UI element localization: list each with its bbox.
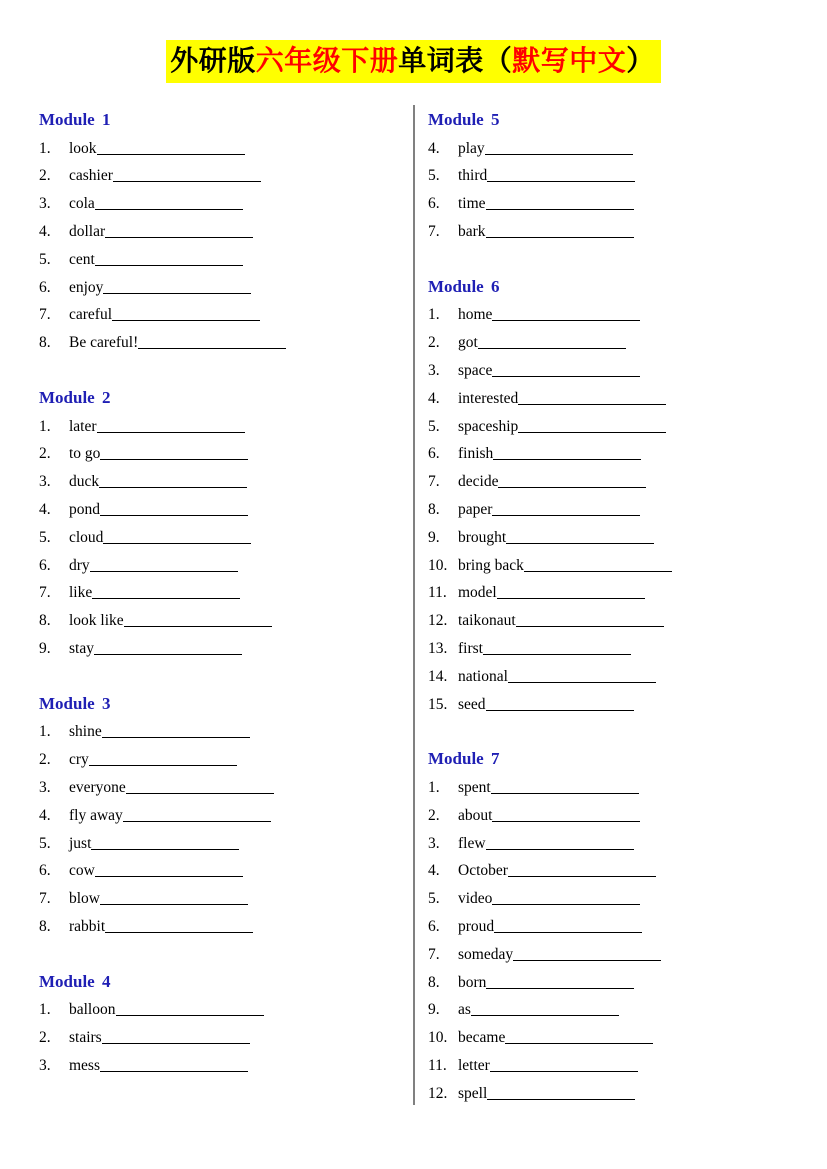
vocab-item bbox=[428, 995, 788, 1023]
item-number: 7. bbox=[39, 306, 51, 324]
answer-blank[interactable] bbox=[91, 849, 239, 850]
right-column bbox=[428, 105, 788, 1133]
answer-blank[interactable] bbox=[94, 654, 242, 655]
english-word: October bbox=[458, 862, 508, 880]
module-section bbox=[39, 383, 399, 661]
item-number: 2. bbox=[39, 1029, 51, 1047]
answer-blank[interactable] bbox=[493, 459, 641, 460]
english-word: cry bbox=[69, 751, 89, 769]
vocab-item bbox=[39, 411, 399, 439]
answer-blank[interactable] bbox=[113, 181, 261, 182]
answer-blank[interactable] bbox=[524, 571, 672, 572]
item-number: 7. bbox=[428, 945, 440, 963]
english-word: spent bbox=[458, 778, 491, 796]
english-word: play bbox=[458, 139, 485, 157]
english-word: enjoy bbox=[69, 278, 104, 296]
english-word: letter bbox=[458, 1056, 490, 1074]
vocab-item bbox=[39, 744, 399, 772]
vocab-item bbox=[428, 939, 788, 967]
answer-blank[interactable] bbox=[483, 654, 631, 655]
vocab-item bbox=[428, 188, 788, 216]
english-word: interested bbox=[458, 389, 519, 407]
vocab-item bbox=[39, 828, 399, 856]
vocab-item bbox=[428, 494, 788, 522]
title-part-publisher: 外研版 bbox=[170, 44, 256, 77]
column-divider bbox=[413, 105, 415, 1105]
answer-blank[interactable] bbox=[487, 181, 635, 182]
answer-blank[interactable] bbox=[123, 821, 271, 822]
answer-blank[interactable] bbox=[102, 737, 250, 738]
item-number: 10. bbox=[428, 556, 448, 574]
english-word: finish bbox=[458, 445, 494, 463]
english-word: about bbox=[458, 806, 493, 824]
vocab-item bbox=[39, 327, 399, 355]
answer-blank[interactable] bbox=[518, 432, 666, 433]
vocab-item bbox=[39, 550, 399, 578]
english-word: rabbit bbox=[69, 917, 106, 935]
item-number: 5. bbox=[39, 834, 51, 852]
answer-blank[interactable] bbox=[92, 598, 240, 599]
answer-blank[interactable] bbox=[486, 849, 634, 850]
answer-blank[interactable] bbox=[100, 1071, 248, 1072]
english-word: got bbox=[458, 334, 478, 352]
item-number: 8. bbox=[39, 612, 51, 630]
vocab-item bbox=[428, 522, 788, 550]
title-part-instruction: 默写中文 bbox=[512, 44, 627, 77]
answer-blank[interactable] bbox=[506, 543, 654, 544]
english-word: time bbox=[458, 195, 486, 213]
english-word: flew bbox=[458, 834, 486, 852]
vocab-item bbox=[39, 605, 399, 633]
item-number: 4. bbox=[39, 222, 51, 240]
answer-blank[interactable] bbox=[97, 432, 245, 433]
english-word: decide bbox=[458, 473, 499, 491]
english-word: bring back bbox=[458, 556, 524, 574]
item-number: 9. bbox=[39, 639, 51, 657]
answer-blank[interactable] bbox=[508, 682, 656, 683]
answer-blank[interactable] bbox=[124, 626, 272, 627]
answer-blank[interactable] bbox=[100, 459, 248, 460]
item-number: 6. bbox=[39, 278, 51, 296]
vocab-item bbox=[428, 411, 788, 439]
vocab-item bbox=[428, 967, 788, 995]
item-number: 1. bbox=[39, 417, 51, 435]
answer-blank[interactable] bbox=[516, 626, 664, 627]
item-number: 6. bbox=[428, 195, 440, 213]
vocab-item bbox=[428, 439, 788, 467]
vocab-item bbox=[428, 689, 788, 717]
module-heading: Module 3 bbox=[39, 693, 111, 713]
left-column bbox=[39, 105, 399, 1106]
title-part-close: ） bbox=[626, 44, 655, 77]
module-section bbox=[39, 689, 399, 939]
vocab-item bbox=[39, 1022, 399, 1050]
module-heading: Module 4 bbox=[39, 971, 111, 991]
vocab-item bbox=[428, 355, 788, 383]
module-section bbox=[428, 744, 788, 1105]
answer-blank[interactable] bbox=[508, 876, 656, 877]
item-number: 1. bbox=[428, 306, 440, 324]
answer-blank[interactable] bbox=[518, 404, 666, 405]
item-number: 11. bbox=[428, 1056, 447, 1074]
answer-blank[interactable] bbox=[90, 571, 238, 572]
vocab-item bbox=[39, 133, 399, 161]
english-word: pond bbox=[69, 500, 100, 518]
item-number: 1. bbox=[39, 139, 51, 157]
vocab-item bbox=[39, 856, 399, 884]
item-number: 1. bbox=[428, 778, 440, 796]
english-word: third bbox=[458, 167, 488, 185]
module-heading: Module 7 bbox=[428, 749, 500, 769]
answer-blank[interactable] bbox=[492, 515, 640, 516]
vocab-item bbox=[39, 578, 399, 606]
item-number: 13. bbox=[428, 639, 448, 657]
english-word: fly away bbox=[69, 806, 123, 824]
english-word: cent bbox=[69, 250, 95, 268]
answer-blank[interactable] bbox=[478, 348, 626, 349]
english-word: bark bbox=[458, 222, 486, 240]
english-word: dry bbox=[69, 556, 90, 574]
vocab-item bbox=[39, 1050, 399, 1078]
module-section bbox=[39, 967, 399, 1078]
module-heading: Module 5 bbox=[428, 110, 500, 129]
answer-blank[interactable] bbox=[116, 1015, 264, 1016]
item-number: 3. bbox=[39, 778, 51, 796]
vocab-item bbox=[39, 439, 399, 467]
vocab-item bbox=[428, 161, 788, 189]
answer-blank[interactable] bbox=[513, 960, 661, 961]
vocab-item bbox=[428, 1078, 788, 1106]
answer-blank[interactable] bbox=[505, 1043, 653, 1044]
item-number: 4. bbox=[39, 806, 51, 824]
answer-blank[interactable] bbox=[471, 1015, 619, 1016]
page-title bbox=[166, 40, 661, 83]
vocab-item bbox=[39, 272, 399, 300]
english-word: someday bbox=[458, 945, 514, 963]
answer-blank[interactable] bbox=[95, 209, 243, 210]
item-number: 15. bbox=[428, 695, 448, 713]
english-word: look like bbox=[69, 612, 124, 630]
english-word: cow bbox=[69, 862, 95, 880]
item-number: 6. bbox=[428, 917, 440, 935]
vocab-item bbox=[428, 856, 788, 884]
item-number: 2. bbox=[428, 334, 440, 352]
english-word: home bbox=[458, 306, 493, 324]
english-word: duck bbox=[69, 473, 100, 491]
vocab-item bbox=[428, 911, 788, 939]
answer-blank[interactable] bbox=[492, 320, 640, 321]
item-number: 5. bbox=[428, 890, 440, 908]
item-number: 1. bbox=[39, 1001, 51, 1019]
item-number: 4. bbox=[428, 139, 440, 157]
vocab-item bbox=[428, 578, 788, 606]
english-word: video bbox=[458, 890, 493, 908]
english-word: as bbox=[458, 1001, 471, 1019]
item-number: 4. bbox=[39, 500, 51, 518]
answer-blank[interactable] bbox=[89, 765, 237, 766]
item-number: 5. bbox=[39, 528, 51, 546]
english-word: taikonaut bbox=[458, 612, 516, 630]
english-word: born bbox=[458, 973, 487, 991]
vocab-item bbox=[428, 661, 788, 689]
module-section bbox=[428, 272, 788, 717]
english-word: proud bbox=[458, 917, 495, 935]
item-number: 1. bbox=[39, 723, 51, 741]
answer-blank[interactable] bbox=[112, 320, 260, 321]
english-word: blow bbox=[69, 890, 100, 908]
english-word: became bbox=[458, 1029, 506, 1047]
answer-blank[interactable] bbox=[492, 821, 640, 822]
vocab-item bbox=[39, 911, 399, 939]
english-word: paper bbox=[458, 500, 493, 518]
item-number: 2. bbox=[39, 167, 51, 185]
vocab-item bbox=[39, 522, 399, 550]
answer-blank[interactable] bbox=[490, 1071, 638, 1072]
item-number: 5. bbox=[39, 250, 51, 268]
item-number: 6. bbox=[428, 445, 440, 463]
vocab-item bbox=[39, 216, 399, 244]
item-number: 3. bbox=[39, 195, 51, 213]
english-word: mess bbox=[69, 1056, 100, 1074]
answer-blank[interactable] bbox=[494, 932, 642, 933]
item-number: 10. bbox=[428, 1029, 448, 1047]
english-word: cloud bbox=[69, 528, 104, 546]
vocab-item bbox=[428, 1022, 788, 1050]
english-word: shine bbox=[69, 723, 102, 741]
title-wrap bbox=[0, 40, 827, 83]
vocab-item bbox=[39, 772, 399, 800]
item-number: 8. bbox=[39, 334, 51, 352]
english-word: national bbox=[458, 667, 508, 685]
item-number: 9. bbox=[428, 1001, 440, 1019]
vocab-item bbox=[39, 466, 399, 494]
english-word: space bbox=[458, 361, 493, 379]
english-word: cashier bbox=[69, 167, 113, 185]
answer-blank[interactable] bbox=[486, 209, 634, 210]
answer-blank[interactable] bbox=[103, 293, 251, 294]
english-word: seed bbox=[458, 695, 486, 713]
item-number: 7. bbox=[39, 890, 51, 908]
item-number: 7. bbox=[428, 222, 440, 240]
answer-blank[interactable] bbox=[486, 988, 634, 989]
answer-blank[interactable] bbox=[138, 348, 286, 349]
vocab-item bbox=[39, 800, 399, 828]
english-word: later bbox=[69, 417, 97, 435]
module-section bbox=[428, 105, 788, 244]
title-part-wordlist: 单词表（ bbox=[398, 44, 513, 77]
item-number: 6. bbox=[39, 556, 51, 574]
title-part-grade: 六年级下册 bbox=[255, 44, 399, 77]
answer-blank[interactable] bbox=[103, 543, 251, 544]
english-word: spell bbox=[458, 1084, 488, 1102]
english-word: spaceship bbox=[458, 417, 519, 435]
vocab-item bbox=[428, 605, 788, 633]
vocab-item bbox=[39, 633, 399, 661]
vocab-item bbox=[428, 327, 788, 355]
answer-blank[interactable] bbox=[105, 932, 253, 933]
english-word: cola bbox=[69, 195, 95, 213]
vocab-item bbox=[428, 550, 788, 578]
english-word: first bbox=[458, 639, 483, 657]
item-number: 2. bbox=[428, 806, 440, 824]
vocab-item bbox=[428, 466, 788, 494]
answer-blank[interactable] bbox=[486, 237, 634, 238]
item-number: 2. bbox=[39, 445, 51, 463]
vocab-item bbox=[39, 300, 399, 328]
english-word: stairs bbox=[69, 1029, 102, 1047]
answer-blank[interactable] bbox=[126, 793, 274, 794]
vocab-item bbox=[428, 216, 788, 244]
vocab-item bbox=[39, 494, 399, 522]
item-number: 7. bbox=[39, 584, 51, 602]
answer-blank[interactable] bbox=[492, 904, 640, 905]
item-number: 9. bbox=[428, 528, 440, 546]
item-number: 12. bbox=[428, 612, 448, 630]
item-number: 7. bbox=[428, 473, 440, 491]
item-number: 14. bbox=[428, 667, 448, 685]
answer-blank[interactable] bbox=[486, 710, 634, 711]
item-number: 8. bbox=[428, 500, 440, 518]
answer-blank[interactable] bbox=[95, 265, 243, 266]
item-number: 11. bbox=[428, 584, 447, 602]
answer-blank[interactable] bbox=[102, 1043, 250, 1044]
item-number: 12. bbox=[428, 1084, 448, 1102]
item-number: 3. bbox=[39, 473, 51, 491]
vocab-item bbox=[428, 800, 788, 828]
english-word: model bbox=[458, 584, 497, 602]
answer-blank[interactable] bbox=[492, 376, 640, 377]
english-word: careful bbox=[69, 306, 113, 324]
vocab-item bbox=[428, 772, 788, 800]
vocab-item bbox=[39, 244, 399, 272]
module-heading: Module 6 bbox=[428, 276, 500, 296]
english-word: Be careful! bbox=[69, 334, 139, 352]
item-number: 5. bbox=[428, 167, 440, 185]
english-word: everyone bbox=[69, 778, 126, 796]
vocab-item bbox=[428, 883, 788, 911]
answer-blank[interactable] bbox=[100, 515, 248, 516]
answer-blank[interactable] bbox=[498, 487, 646, 488]
item-number: 5. bbox=[428, 417, 440, 435]
vocab-item bbox=[428, 633, 788, 661]
english-word: stay bbox=[69, 639, 94, 657]
item-number: 3. bbox=[428, 834, 440, 852]
item-number: 8. bbox=[428, 973, 440, 991]
vocab-item bbox=[428, 828, 788, 856]
answer-blank[interactable] bbox=[95, 876, 243, 877]
answer-blank[interactable] bbox=[97, 154, 245, 155]
answer-blank[interactable] bbox=[100, 904, 248, 905]
english-word: look bbox=[69, 139, 97, 157]
vocab-item bbox=[39, 161, 399, 189]
module-section bbox=[39, 105, 399, 355]
module-heading: Module 2 bbox=[39, 387, 111, 407]
item-number: 4. bbox=[428, 389, 440, 407]
item-number: 2. bbox=[39, 751, 51, 769]
answer-blank[interactable] bbox=[105, 237, 253, 238]
item-number: 3. bbox=[39, 1056, 51, 1074]
vocab-item bbox=[428, 133, 788, 161]
english-word: brought bbox=[458, 528, 507, 546]
vocab-item bbox=[39, 883, 399, 911]
answer-blank[interactable] bbox=[497, 598, 645, 599]
english-word: dollar bbox=[69, 222, 106, 240]
english-word: to go bbox=[69, 445, 101, 463]
vocab-item bbox=[39, 995, 399, 1023]
module-heading: Module 1 bbox=[39, 110, 111, 129]
vocab-item bbox=[39, 717, 399, 745]
item-number: 6. bbox=[39, 862, 51, 880]
vocab-item bbox=[428, 383, 788, 411]
vocab-item bbox=[428, 1050, 788, 1078]
item-number: 3. bbox=[428, 361, 440, 379]
vocab-item bbox=[428, 300, 788, 328]
english-word: just bbox=[69, 834, 92, 852]
answer-blank[interactable] bbox=[485, 154, 633, 155]
item-number: 4. bbox=[428, 862, 440, 880]
answer-blank[interactable] bbox=[99, 487, 247, 488]
answer-blank[interactable] bbox=[491, 793, 639, 794]
item-number: 8. bbox=[39, 917, 51, 935]
english-word: balloon bbox=[69, 1001, 116, 1019]
english-word: like bbox=[69, 584, 93, 602]
vocab-item bbox=[39, 188, 399, 216]
answer-blank[interactable] bbox=[487, 1099, 635, 1100]
